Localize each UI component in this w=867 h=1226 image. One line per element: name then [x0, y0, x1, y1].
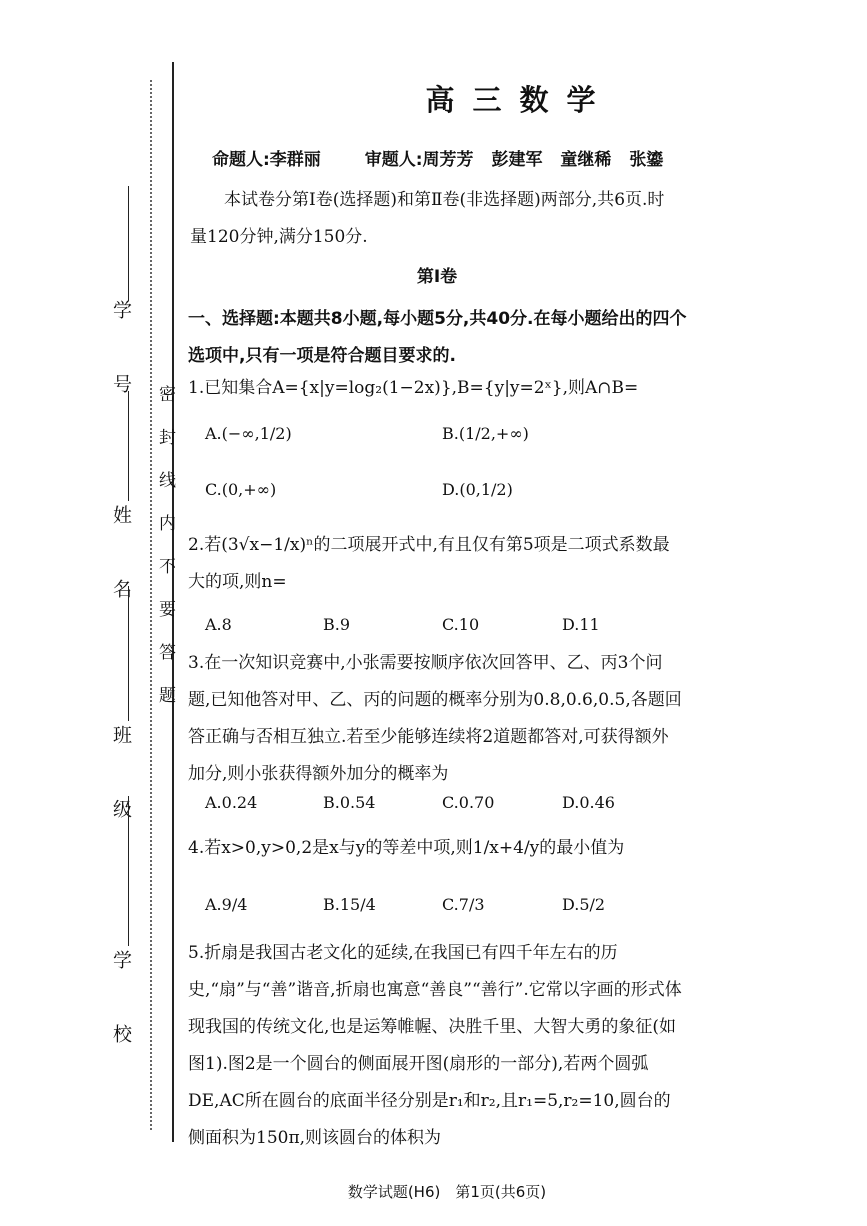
school-label: 学 校	[110, 950, 132, 1061]
choice-heading: 一、选择题:本题共8小题,每小题5分,共40分.在每小题给出的四个选项中,只有一项是符合题目要求的.	[188, 309, 687, 366]
question-3-option-c[interactable]: C.0.70	[442, 793, 495, 812]
name-blank[interactable]	[108, 385, 148, 501]
page-footer: 数学试题(H6) 第1页(共6页)	[347, 1183, 547, 1201]
reviewer-4: 张鎏	[629, 150, 664, 170]
question-2-option-a[interactable]: A.8	[205, 615, 232, 634]
setter: 命题人:李群丽	[212, 150, 321, 170]
school-field	[108, 950, 148, 1061]
question-2-option-b[interactable]: B.9	[323, 615, 351, 634]
question-3-stem: 3.在一次知识竞赛中,小张需要按顺序依次回答甲、乙、丙3个问题,已知他答对甲、乙、丙的问题的概率分别为0.8,0.6,0.5,各题回答正确与否相互独立.若至少能够连续将2道题都答对,可获得额外加分,则小张获得额外加分的概率为	[188, 653, 682, 784]
question-2-option-d[interactable]: D.11	[562, 615, 600, 634]
name-label: 姓 名	[110, 505, 132, 616]
authors-line	[212, 145, 675, 170]
question-5-stem: 5.折扇是我国古老文化的延续,在我国已有四千年左右的历史,“扇”与“善”谐音,折扇也寓意“善良”“善行”.它常以字画的形式体现我国的传统文化,也是运筹帷幄、决胜千里、大智大勇的象征(如图1).图2是一个圆台的侧面展开图(扇形的一部分),若两个圆弧DE,AC所在圆台的底面半径分别是r₁和r₂,且r₁=5,r₂=10,圆台的侧面积为150π,则该圆台的体积为	[188, 943, 682, 1148]
question-3-option-d[interactable]: D.0.46	[562, 793, 615, 812]
question-2-option-c[interactable]: C.10	[442, 615, 480, 634]
page-title: 高三数学	[425, 83, 614, 117]
student-id-label: 学 号	[110, 300, 132, 411]
question-2-stem: 2.若(3√x−1/x)ⁿ的二项展开式中,有且仅有第5项是二项式系数最大的项,则n=	[188, 535, 670, 592]
question-4-option-a[interactable]: A.9/4	[205, 895, 248, 914]
reviewer-2: 彭建军	[491, 150, 543, 170]
question-3-option-b[interactable]: B.0.54	[323, 793, 376, 812]
class-blank[interactable]	[108, 580, 148, 721]
seal-notice: 密封线内不要答题	[155, 385, 175, 729]
question-4-option-c[interactable]: C.7/3	[442, 895, 485, 914]
question-1-option-d[interactable]: D.(0,1/2)	[442, 480, 513, 499]
school-blank[interactable]	[108, 790, 148, 946]
question-4-option-d[interactable]: D.5/2	[562, 895, 606, 914]
student-id-blank[interactable]	[108, 180, 148, 301]
question-3-option-a[interactable]: A.0.24	[205, 793, 258, 812]
reviewer-1: 审题人:周芳芳	[364, 150, 474, 170]
question-1-option-a[interactable]: A.(−∞,1/2)	[205, 424, 292, 443]
section-title: 第Ⅰ卷	[416, 267, 458, 287]
reviewer-3: 童继稀	[560, 150, 612, 170]
question-1-stem: 1.已知集合A={x|y=log₂(1−2x)},B={y|y=2ˣ},则A∩B=	[188, 378, 639, 398]
seal-dotted-line	[150, 80, 152, 1130]
class-label: 班 级	[110, 725, 132, 836]
question-1-option-b[interactable]: B.(1/2,+∞)	[442, 424, 529, 443]
question-4-option-b[interactable]: B.15/4	[323, 895, 376, 914]
intro-paragraph: 本试卷分第Ⅰ卷(选择题)和第Ⅱ卷(非选择题)两部分,共6页.时量120分钟,满分150分.	[190, 190, 665, 247]
question-4-stem: 4.若x>0,y>0,2是x与y的等差中项,则1/x+4/y的最小值为	[188, 838, 625, 858]
question-1-option-c[interactable]: C.(0,+∞)	[205, 480, 277, 499]
